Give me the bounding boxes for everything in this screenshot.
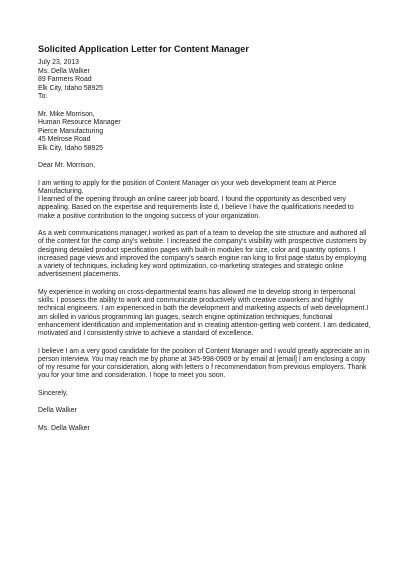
to-label: To: (38, 93, 48, 100)
paragraph-line: I learned of the opening through an online career job board. I found the opportunity as described very (38, 196, 346, 204)
paragraph-intro (38, 180, 368, 221)
paragraph-line: technical engineers. I am experienced in both the development and marketing aspects of web development.I (38, 305, 369, 313)
paragraph-line: am skilled in various programming lan guages, search engine optimization techniques, functional (38, 313, 333, 321)
paragraph-line: I am writing to apply for the position of Content Manager on your web development team at Pierce (38, 179, 337, 187)
closing: Sincerely, (38, 389, 68, 397)
paragraph-line: appealing. Based on the expertise and requirements liste d, I believe I have the qualifications needed to (38, 204, 354, 212)
paragraph-line: of my resume for your consideration, along with letters o f recommendation from previous employers. Thank (38, 364, 367, 372)
salutation: Dear Mr. Morrison, (38, 162, 96, 169)
sender-city: Elk City, Idaho 58925 (38, 84, 103, 92)
letter-date: July 23, 2013 (38, 59, 79, 66)
sender-street: 89 Farmers Road (38, 76, 92, 83)
paragraph-line: I believe I am a very good candidate for the position of Content Manager and I would greatly appreciate an in (38, 347, 370, 355)
recipient-block (38, 111, 368, 154)
paragraph-line: make a positive contribution to the ongoing success of your organization. (38, 212, 261, 220)
recipient-company: Pierce Manufacturing (38, 127, 104, 135)
paragraph-line: advertisement placements. (38, 271, 121, 279)
paragraph-line: designing detailed product specification pages with built-in modules for size, color and quantity options. I (38, 246, 356, 254)
printed-name: Ms. Della Walker (38, 424, 90, 432)
paragraph-line: As a web communications manager,I worked as part of a team to develop the site structure and authored all (38, 229, 367, 237)
paragraph-skills (38, 288, 371, 339)
sender-name: Ms. Della Walker (38, 67, 90, 75)
paragraph-line: motivated and I consistently strive to achieve a standard of excellence. (38, 330, 254, 338)
paragraph-line: you for your time and consideration. I hope to meet you soon. (38, 372, 226, 380)
recipient-title: Human Resource Manager (38, 119, 121, 126)
sender-block (38, 59, 368, 102)
paragraph-line: of the content for the comp any's website. I increased the company's visibility with prospective customers by (38, 238, 367, 246)
recipient-name: Mr. Mike Morrison, (38, 110, 95, 118)
paragraph-line: skills. I possess the ability to work and communicate productively with creative coworkers and highly (38, 297, 343, 305)
signature-name: Della Walker (38, 407, 77, 415)
paragraph-line: increased page views and improved the company's search engine ran king to first page status by employing (38, 254, 367, 262)
paragraph-closing (38, 348, 368, 381)
recipient-city: Elk City, Idaho 58925 (38, 144, 103, 152)
recipient-street: 45 Melrose Road (38, 136, 91, 143)
paragraph-line: My experience in working on cross-departmental teams has allowed me to develop strong in terpersonal (38, 288, 356, 296)
letter-body (38, 43, 371, 433)
letter-title: Solicited Application Letter for Content Manager (38, 44, 249, 54)
paragraph-line: person interview. You may reach me by phone at 345-998-0909 or by email at [email] I am enclosing a copy (38, 355, 366, 363)
paragraph-line: enhancement identification and implementation and in creating attention-getting web content. I am dedicated, (38, 321, 371, 329)
paragraph-line: Manufacturing. (38, 187, 84, 195)
paragraph-line: a variety of techniques, including key word optimization, co-marketing strategies and strategic online (38, 263, 344, 271)
paragraph-experience (38, 230, 368, 280)
